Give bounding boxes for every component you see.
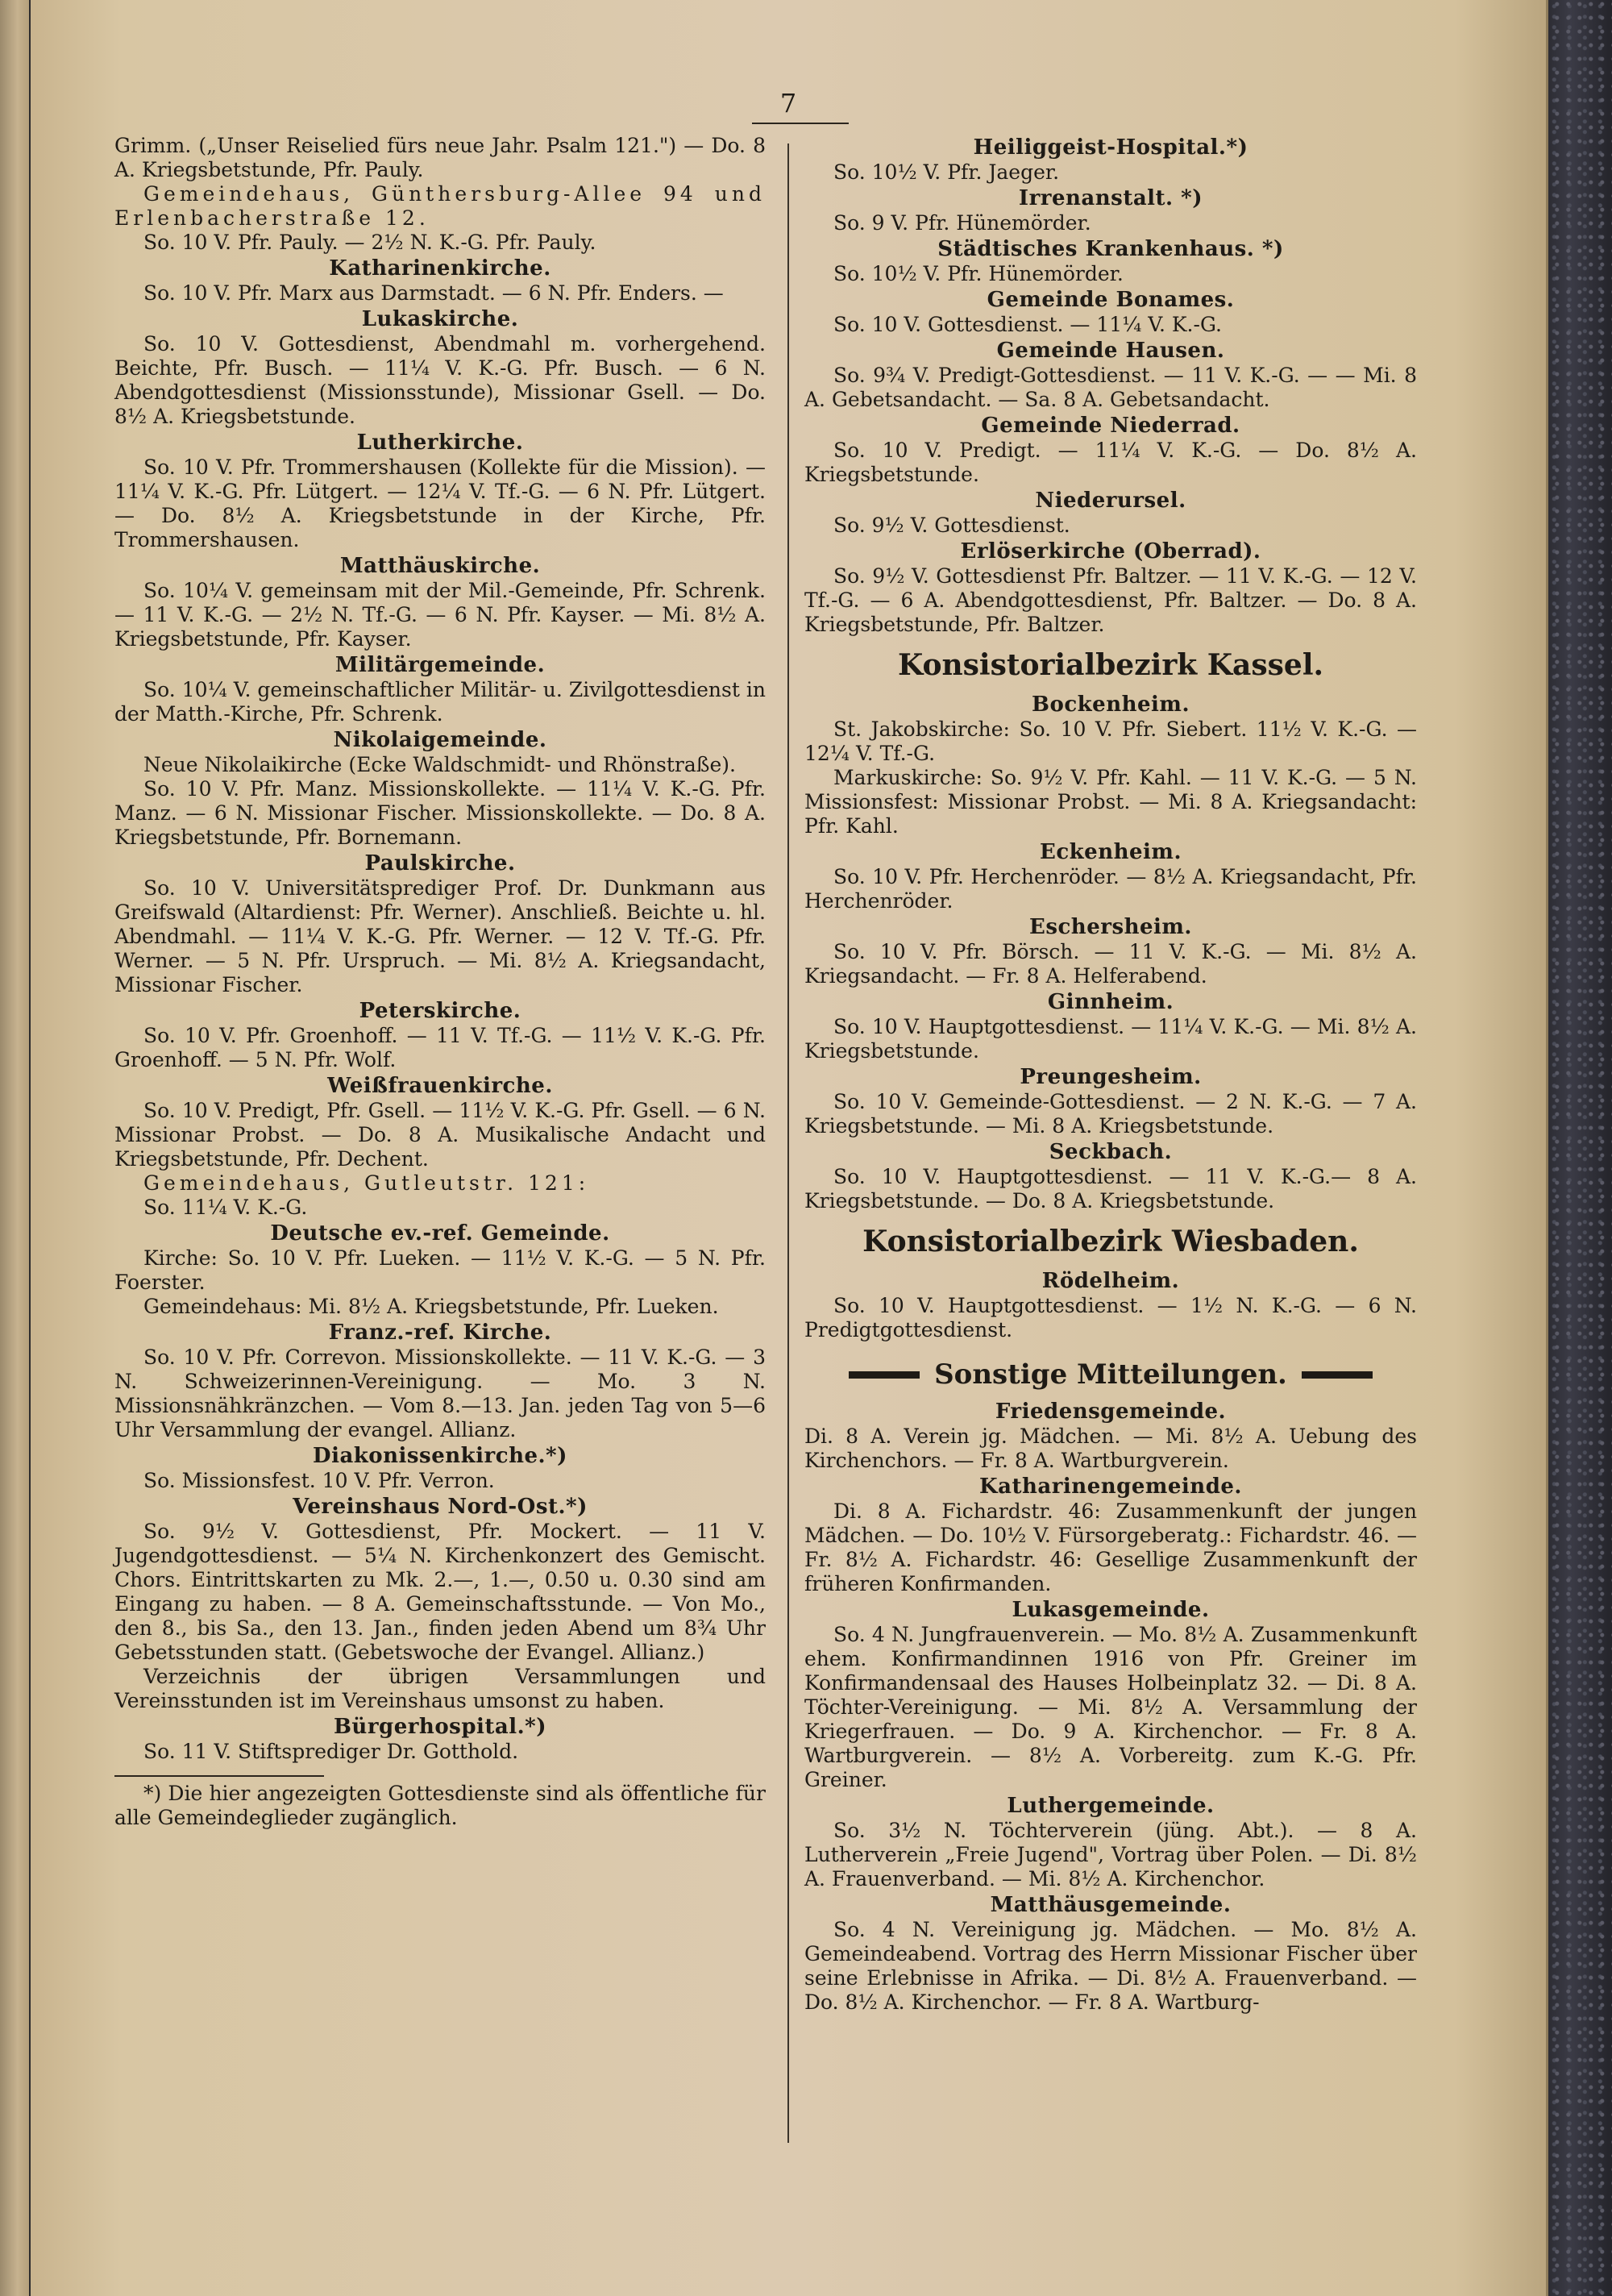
section-heading: Friedensgemeinde. [995, 1400, 1227, 1424]
paragraph: So. 10 V. Pfr. Marx aus Darmstadt. — 6 N. Pfr. Enders. — [143, 281, 724, 305]
paragraph: So. 10 V. Pfr. Groenhoff. — 11 V. Tf.-G. — 11½ V. K.-G. Pfr. Groenhoff. — 5 N. Pfr. Wolf. [114, 1024, 766, 1071]
paragraph: So. 10 V. Predigt. — 11¼ V. K.-G. — Do. 8½ A. Kriegsbetstunde. [804, 439, 1417, 486]
section-heading: Militärgemeinde. [334, 653, 546, 677]
section-heading: Matthäuskirche. [339, 554, 541, 578]
paragraph: So. 10½ V. Pfr. Hünemörder. [833, 262, 1124, 285]
paragraph: Markuskirche: So. 9½ V. Pfr. Kahl. — 11 V. K.-G. — 5 N. Missionsfest: Missionar Probst. — Mi. 8 A. Kriegsandacht: Pfr. Kahl. [804, 766, 1417, 838]
paragraph: So. 9 V. Pfr. Hünemörder. [833, 211, 1091, 235]
footnote: *) Die hier angezeigten Gottesdienste sind als öffentliche für alle Gemeindeglieder zugänglich. [114, 1782, 766, 1829]
section-heading: Rödelheim. [1041, 1269, 1180, 1293]
paragraph: So. 10 V. Pfr. Trommershausen (Kollekte für die Mission). — 11¼ V. K.-G. Pfr. Lütgert. — 12¼ V. Tf.-G. — 6 N. Pfr. Lütgert. — Do. 8½ A. Kriegsbetstunde in der Kirche, Pfr. Trommershausen. [114, 455, 766, 551]
paragraph: Kirche: So. 10 V. Pfr. Lueken. — 11½ V. K.-G. — 5 N. Pfr. Foerster. [114, 1246, 766, 1294]
paragraph: So. 10½ V. Pfr. Jaeger. [833, 160, 1060, 184]
section-heading: Gemeinde Niederrad. [981, 414, 1240, 438]
paragraph: So. 10 V. Pfr. Manz. Missionskollekte. — 11¼ V. K.-G. Pfr. Manz. — 6 N. Missionar Fischer. Missionskollekte. — Do. 8 A. Kriegsbetstunde, Pfr. Bornemann. [114, 777, 766, 849]
paragraph: So. 10 V. Pfr. Pauly. — 2½ N. K.-G. Pfr. Pauly. [143, 231, 596, 254]
section-heading: Ginnheim. [1047, 990, 1174, 1014]
announcements-heading [804, 1357, 1417, 1392]
right-column [804, 134, 1417, 2015]
paragraph: Verzeichnis der übrigen Versammlungen und Vereinsstunden ist im Vereinshaus umsonst zu haben. [114, 1665, 766, 1712]
paragraph: So. 10¼ V. gemeinsam mit der Mil.-Gemeinde, Pfr. Schrenk. — 11 V. K.-G. — 2½ N. Tf.-G. — 6 N. Pfr. Kayser. — Mi. 8½ A. Kriegsbetstunde, Pfr. Kayser. [114, 579, 766, 651]
section-heading: Franz.-ref. Kirche. [328, 1321, 552, 1345]
paragraph: So. 10¼ V. gemeinschaftlicher Militär- u. Zivilgottesdienst in der Matth.-Kirche, Pfr. Schrenk. [114, 678, 766, 726]
paragraph: Gemeindehaus, Gutleutstr. 121: [143, 1171, 590, 1195]
paragraph: So. 10 V. Universitätsprediger Prof. Dr. Dunkmann aus Greifswald (Altardienst: Pfr. Werner). Anschließ. Beichte u. hl. Abendmahl. — 11¼ V. K.-G. Pfr. Werner. — 12 V. Tf.-G. Pfr. Werner. — 5 N. Pfr. Urspruch. — Mi. 8½ A. Kriegsandacht, Missionar Fischer. [114, 876, 766, 996]
book-binding [1543, 0, 1612, 2296]
section-heading: Erlöserkirche (Oberrad). [960, 539, 1261, 564]
paragraph: Di. 8 A. Fichardstr. 46: Zusammenkunft der jungen Mädchen. — Do. 10½ V. Fürsorgeberatg.: Fichardstr. 46. — Fr. 8½ A. Fichardstr. 46: Gesellige Zusammenkunft der früheren Konfirmanden. [804, 1499, 1417, 1595]
page-number: 7 [779, 88, 797, 119]
paragraph: So. 9½ V. Gottesdienst, Pfr. Mockert. — 11 V. Jugendgottesdienst. — 5¼ N. Kirchenkonzert des Gemischt. Chors. Eintrittskarten zu Mk. 2.—, 1.—, 0.50 u. 0.30 sind am Eingang zu haben. — 8 A. Gemeinschaftsstunde. — Von Mo., den 8., bis Sa., den 13. Jan., finden jeden Abend um 8¾ Uhr Gebetsstunden statt. (Gebetswoche der Evangel. Allianz.) [114, 1520, 766, 1664]
paragraph: Di. 8 A. Verein jg. Mädchen. — Mi. 8½ A. Uebung des Kirchenchors. — Fr. 8 A. Wartburgverein. [804, 1425, 1417, 1472]
paragraph: So. 10 V. Predigt, Pfr. Gsell. — 11½ V. K.-G. Pfr. Gsell. — 6 N. Missionar Probst. — Do. 8 A. Musikalische Andacht und Kriegsbetstunde, Pfr. Dechent. [114, 1099, 766, 1171]
section-heading: Eschersheim. [1029, 915, 1192, 939]
section-heading: Katharinenkirche. [329, 256, 551, 281]
paragraph: So. 10 V. Pfr. Correvon. Missionskollekte. — 11 V. K.-G. — 3 N. Schweizerinnen-Vereinigung. — Mo. 3 N. Missionsnähkränzchen. — Vom 8.—13. Jan. jeden Tag von 5—6 Uhr Versammlung der evangel. Allianz. [114, 1346, 766, 1441]
paragraph: So. 10 V. Hauptgottesdienst. — 1½ N. K.-G. — 6 N. Predigtgottesdienst. [804, 1294, 1417, 1341]
section-heading: Bockenheim. [1032, 693, 1190, 717]
paragraph: So. Missionsfest. 10 V. Pfr. Verron. [143, 1469, 495, 1492]
paragraph: So. 3½ N. Töchterverein (jüng. Abt.). — 8 A. Lutherverein „Freie Jugend", Vortrag über Polen. — Di. 8½ A. Frauenverband. — Mi. 8½ A. Kirchenchor. [804, 1819, 1417, 1890]
section-heading: Diakonissenkirche.*) [313, 1444, 567, 1468]
heading-bar-left [849, 1371, 920, 1379]
section-heading: Luthergemeinde. [1007, 1794, 1215, 1818]
section-heading: Lutherkirche. [356, 430, 524, 455]
facing-page-edge [0, 0, 29, 2296]
paragraph: So. 4 N. Vereinigung jg. Mädchen. — Mo. 8½ A. Gemeindeabend. Vortrag des Herrn Missionar Fischer über seine Erlebnisse in Afrika. — Di. 8½ A. Frauenverband. — Do. 8½ A. Kirchenchor. — Fr. 8 A. Wartburg- [804, 1918, 1417, 2014]
section-heading: Peterskirche. [359, 999, 521, 1023]
paragraph: So. 11 V. Stiftsprediger Dr. Gotthold. [143, 1740, 519, 1763]
section-heading: Katharinengemeinde. [979, 1475, 1242, 1499]
announcements-title: Sonstige Mitteilungen. [934, 1358, 1287, 1391]
section-heading: Irrenanstalt. *) [1018, 186, 1203, 210]
paragraph: Gemeindehaus, Günthersburg-Allee 94 und Erlenbacherstraße 12. [114, 182, 766, 230]
paragraph: So. 10 V. Gemeinde-Gottesdienst. — 2 N. K.-G. — 7 A. Kriegsbetstunde. — Mi. 8 A. Kriegsbetstunde. [804, 1090, 1417, 1138]
footnote-rule [114, 1775, 324, 1777]
paragraph: So. 10 V. Hauptgottesdienst. — 11¼ V. K.-G. — Mi. 8½ A. Kriegsbetstunde. [804, 1015, 1417, 1063]
paragraph: So. 4 N. Jungfrauenverein. — Mo. 8½ A. Zusammenkunft ehem. Konfirmandinnen 1916 von Pfr. Greiner im Konfirmandensaal des Hauses Holbeinplatz 32. — Di. 8 A. Töchter-Vereinigung. — Mi. 8½ A. Versammlung der Kriegerfrauen. — Do. 9 A. Kirchenchor. — Fr. 8 A. Wartburgverein. — 8½ A. Vorbereitg. zum K.-G. Pfr. Greiner. [804, 1623, 1417, 1791]
section-heading: Matthäusgemeinde. [990, 1893, 1232, 1917]
district-heading: Konsistorialbezirk Wiesbaden. [862, 1225, 1359, 1258]
section-heading: Bürgerhospital.*) [333, 1715, 547, 1739]
section-heading: Paulskirche. [364, 851, 516, 876]
column-divider [787, 144, 789, 2143]
paragraph: Gemeindehaus: Mi. 8½ A. Kriegsbetstunde, Pfr. Lueken. [143, 1295, 719, 1318]
paragraph: Grimm. („Unser Reiselied fürs neue Jahr. Psalm 121.") — Do. 8 A. Kriegsbetstunde, Pfr. Pauly. [114, 134, 766, 181]
paragraph: So. 9½ V. Gottesdienst Pfr. Baltzer. — 11 V. K.-G. — 12 V. Tf.-G. — 6 A. Abendgottesdienst, Pfr. Baltzer. — Do. 8 A. Kriegsbetstunde, Pfr. Baltzer. [804, 564, 1417, 636]
section-heading: Lukasgemeinde. [1012, 1598, 1210, 1622]
section-heading: Lukaskirche. [361, 307, 519, 331]
section-heading: Nikolaigemeinde. [333, 728, 547, 752]
section-heading: Gemeinde Hausen. [996, 339, 1225, 363]
left-column [114, 134, 766, 1830]
section-heading: Deutsche ev.-ref. Gemeinde. [270, 1221, 610, 1246]
paragraph: So. 10 V. Gottesdienst. — 11¼ V. K.-G. [833, 313, 1222, 336]
section-heading: Eckenheim. [1040, 840, 1182, 864]
paragraph: So. 10 V. Pfr. Herchenröder. — 8½ A. Kriegsandacht, Pfr. Herchenröder. [804, 865, 1417, 913]
section-heading: Vereinshaus Nord-Ost.*) [293, 1495, 588, 1519]
document-page [31, 0, 1548, 2296]
section-heading: Städtisches Krankenhaus. *) [937, 237, 1284, 261]
section-heading: Weißfrauenkirche. [327, 1074, 553, 1098]
paragraph: So. 11¼ V. K.-G. [143, 1196, 308, 1219]
paragraph: So. 9½ V. Gottesdienst. [833, 514, 1070, 537]
section-heading: Gemeinde Bonames. [987, 288, 1235, 312]
page-number-rule [752, 123, 849, 124]
section-heading: Niederursel. [1035, 489, 1186, 513]
section-heading: Preungesheim. [1020, 1065, 1202, 1089]
paragraph: So. 10 V. Pfr. Börsch. — 11 V. K.-G. — Mi. 8½ A. Kriegsandacht. — Fr. 8 A. Helferabend. [804, 940, 1417, 988]
section-heading: Seckbach. [1049, 1140, 1173, 1164]
heading-bar-right [1302, 1371, 1373, 1379]
district-heading: Konsistorialbezirk Kassel. [897, 648, 1324, 682]
section-heading: Heiliggeist-Hospital.*) [973, 135, 1248, 160]
paragraph: So. 10 V. Hauptgottesdienst. — 11 V. K.-G.— 8 A. Kriegsbetstunde. — Do. 8 A. Kriegsbetstunde. [804, 1165, 1417, 1212]
paragraph: St. Jakobskirche: So. 10 V. Pfr. Siebert. 11½ V. K.-G. — 12¼ V. Tf.-G. [804, 718, 1417, 765]
paragraph: So. 10 V. Gottesdienst, Abendmahl m. vorhergehend. Beichte, Pfr. Busch. — 11¼ V. K.-G. Pfr. Busch. — 6 N. Abendgottesdienst (Missionsstunde), Missionar Gsell. — Do. 8½ A. Kriegsbetstunde. [114, 332, 766, 428]
paragraph: Neue Nikolaikirche (Ecke Waldschmidt- und Rhönstraße). [143, 753, 736, 776]
paragraph: So. 9¾ V. Predigt-Gottesdienst. — 11 V. K.-G. — — Mi. 8 A. Gebetsandacht. — Sa. 8 A. Gebetsandacht. [804, 364, 1417, 411]
